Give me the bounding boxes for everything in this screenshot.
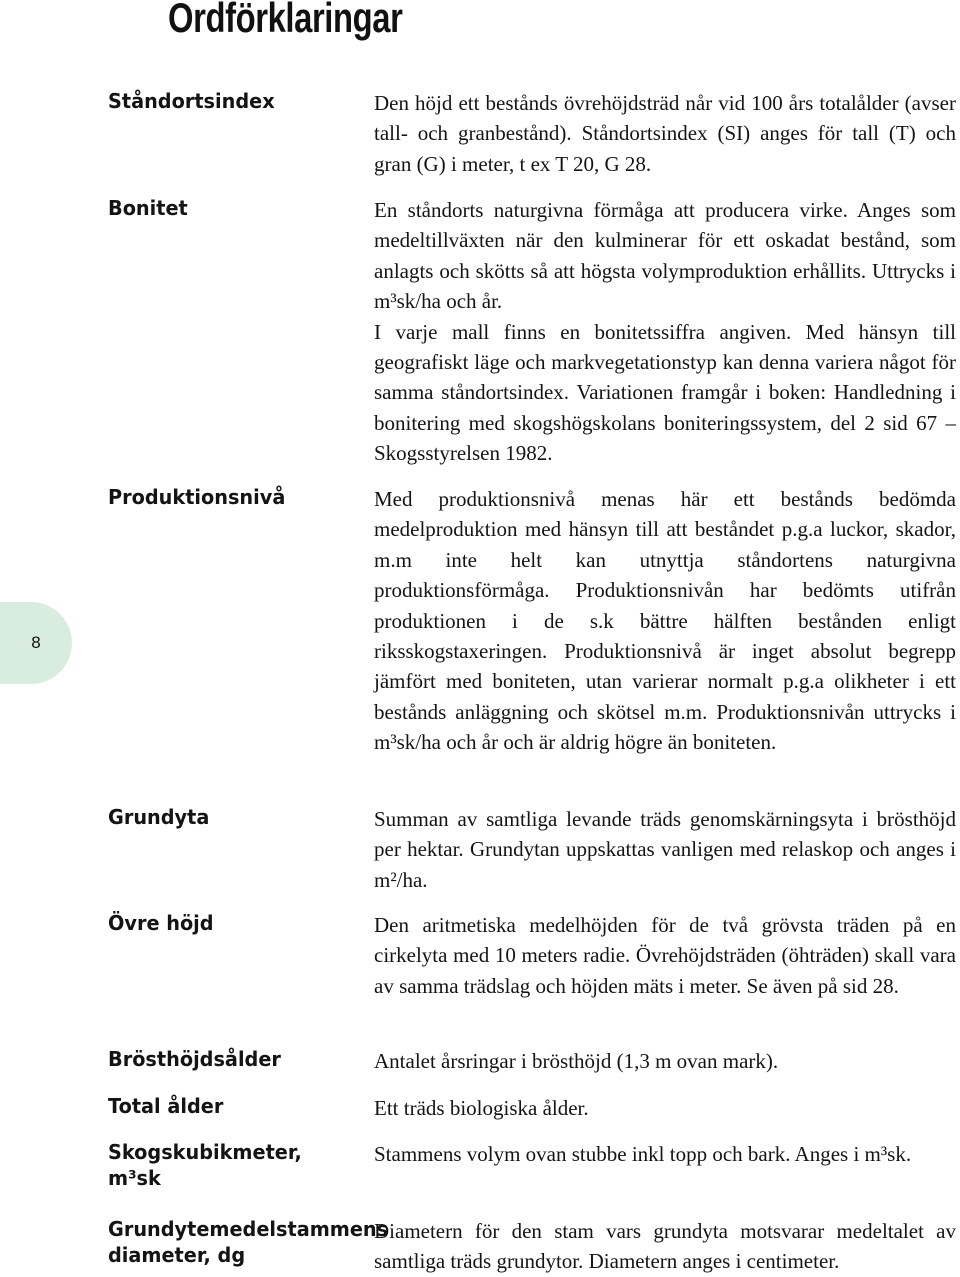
definition-grundyta bbox=[374, 804, 956, 895]
page-number: 8 bbox=[31, 633, 41, 652]
definition-skogskubikmeter bbox=[374, 1139, 956, 1169]
definition-total-alder bbox=[374, 1093, 956, 1123]
page-title: Ordförklaringar bbox=[168, 0, 403, 41]
definition-paragraph: Med produktionsnivå menas här ett bestånds bedömda medelproduktion med hänsyn till att beståndet p.g.a luckor, skador, m.m inte helt kan utnyttja ståndortens naturgivna produktionsförmåga. Produktionsnivån har bedömts utifrån produktionen i de s.k bättre hälften bestånden enligt riksskogstaxeringen. Produktionsnivå är inget absolut begrepp jämfört med boniteten, utan varierar normalt p.g.a olikheter i ett bestånds anläggning och skötsel m.m. Produktionsnivån uttrycks i m³sk/ha och år och är aldrig högre än boniteten. bbox=[374, 487, 956, 755]
definition-paragraph: I varje mall finns en bonitetssiffra angiven. Med hänsyn till geografiskt läge och markvegetationstyp kan denna variera något för samma ståndortsindex. Variationen framgår i boken: Handledning i bonitering med skogshögskolans boniteringssystem, del 2 sid 67 – Skogsstyrelsen 1982. bbox=[374, 319, 956, 466]
term-skogskubikmeter: Skogskubikmeter, m³sk bbox=[108, 1140, 302, 1190]
term-total-alder: Total ålder bbox=[108, 1094, 224, 1118]
definition-brosthojdsalder bbox=[374, 1046, 956, 1076]
definition-grundytemedelstammens-diameter bbox=[374, 1216, 956, 1277]
definition-paragraph: Den aritmetiska medelhöjden för de två grövsta träden på en cirkelyta med 10 meters radie. Övrehöjdsträden (öhträden) skall vara av samma trädslag och höjden mäts i meter. Se även på sid 28. bbox=[374, 913, 956, 998]
definition-paragraph: Den höjd ett bestånds övrehöjdsträd når vid 100 års totalålder (avser tall- och granbestånd). Ståndortsindex (SI) anges för tall (T) och gran (G) i meter, t ex T 20, G 28. bbox=[374, 91, 956, 176]
definition-paragraph: Diametern för den stam vars grundyta motsvarar medeltalet av samtliga träds grundytor. Diametern anges i centimeter. bbox=[374, 1219, 956, 1274]
term-brosthojdsalder: Brösthöjdsålder bbox=[108, 1047, 281, 1071]
definition-paragraph: Ett träds biologiska ålder. bbox=[374, 1096, 589, 1120]
definition-paragraph: Stammens volym ovan stubbe inkl topp och bark. Anges i m³sk. bbox=[374, 1142, 912, 1166]
definition-paragraph: En ståndorts naturgivna förmåga att producera virke. Anges som medeltillväxten när den kulminerar för ett oskadat bestånd, som anlagts och skötts så att högsta volymproduktion erhållits. Uttrycks i m³sk/ha och år. bbox=[374, 198, 956, 314]
term-ovre-hojd: Övre höjd bbox=[108, 911, 214, 935]
term-standortsindex: Ståndortsindex bbox=[108, 89, 275, 113]
term-produktionsniva: Produktionsnivå bbox=[108, 485, 286, 509]
term-grundytemedelstammens-diameter: Grundytemedelstammens diameter, dg bbox=[108, 1217, 389, 1267]
definition-produktionsniva bbox=[374, 484, 956, 758]
page-number-tab bbox=[0, 602, 72, 684]
term-bonitet: Bonitet bbox=[108, 196, 188, 220]
term-grundyta: Grundyta bbox=[108, 805, 210, 829]
definition-standortsindex bbox=[374, 88, 956, 179]
definition-bonitet bbox=[374, 195, 956, 469]
definition-paragraph: Antalet årsringar i brösthöjd (1,3 m ovan mark). bbox=[374, 1049, 779, 1073]
definition-ovre-hojd bbox=[374, 910, 956, 1001]
definition-paragraph: Summan av samtliga levande träds genomskärningsyta i brösthöjd per hektar. Grundytan uppskattas vanligen med relaskop och anges i m²/ha. bbox=[374, 807, 956, 892]
